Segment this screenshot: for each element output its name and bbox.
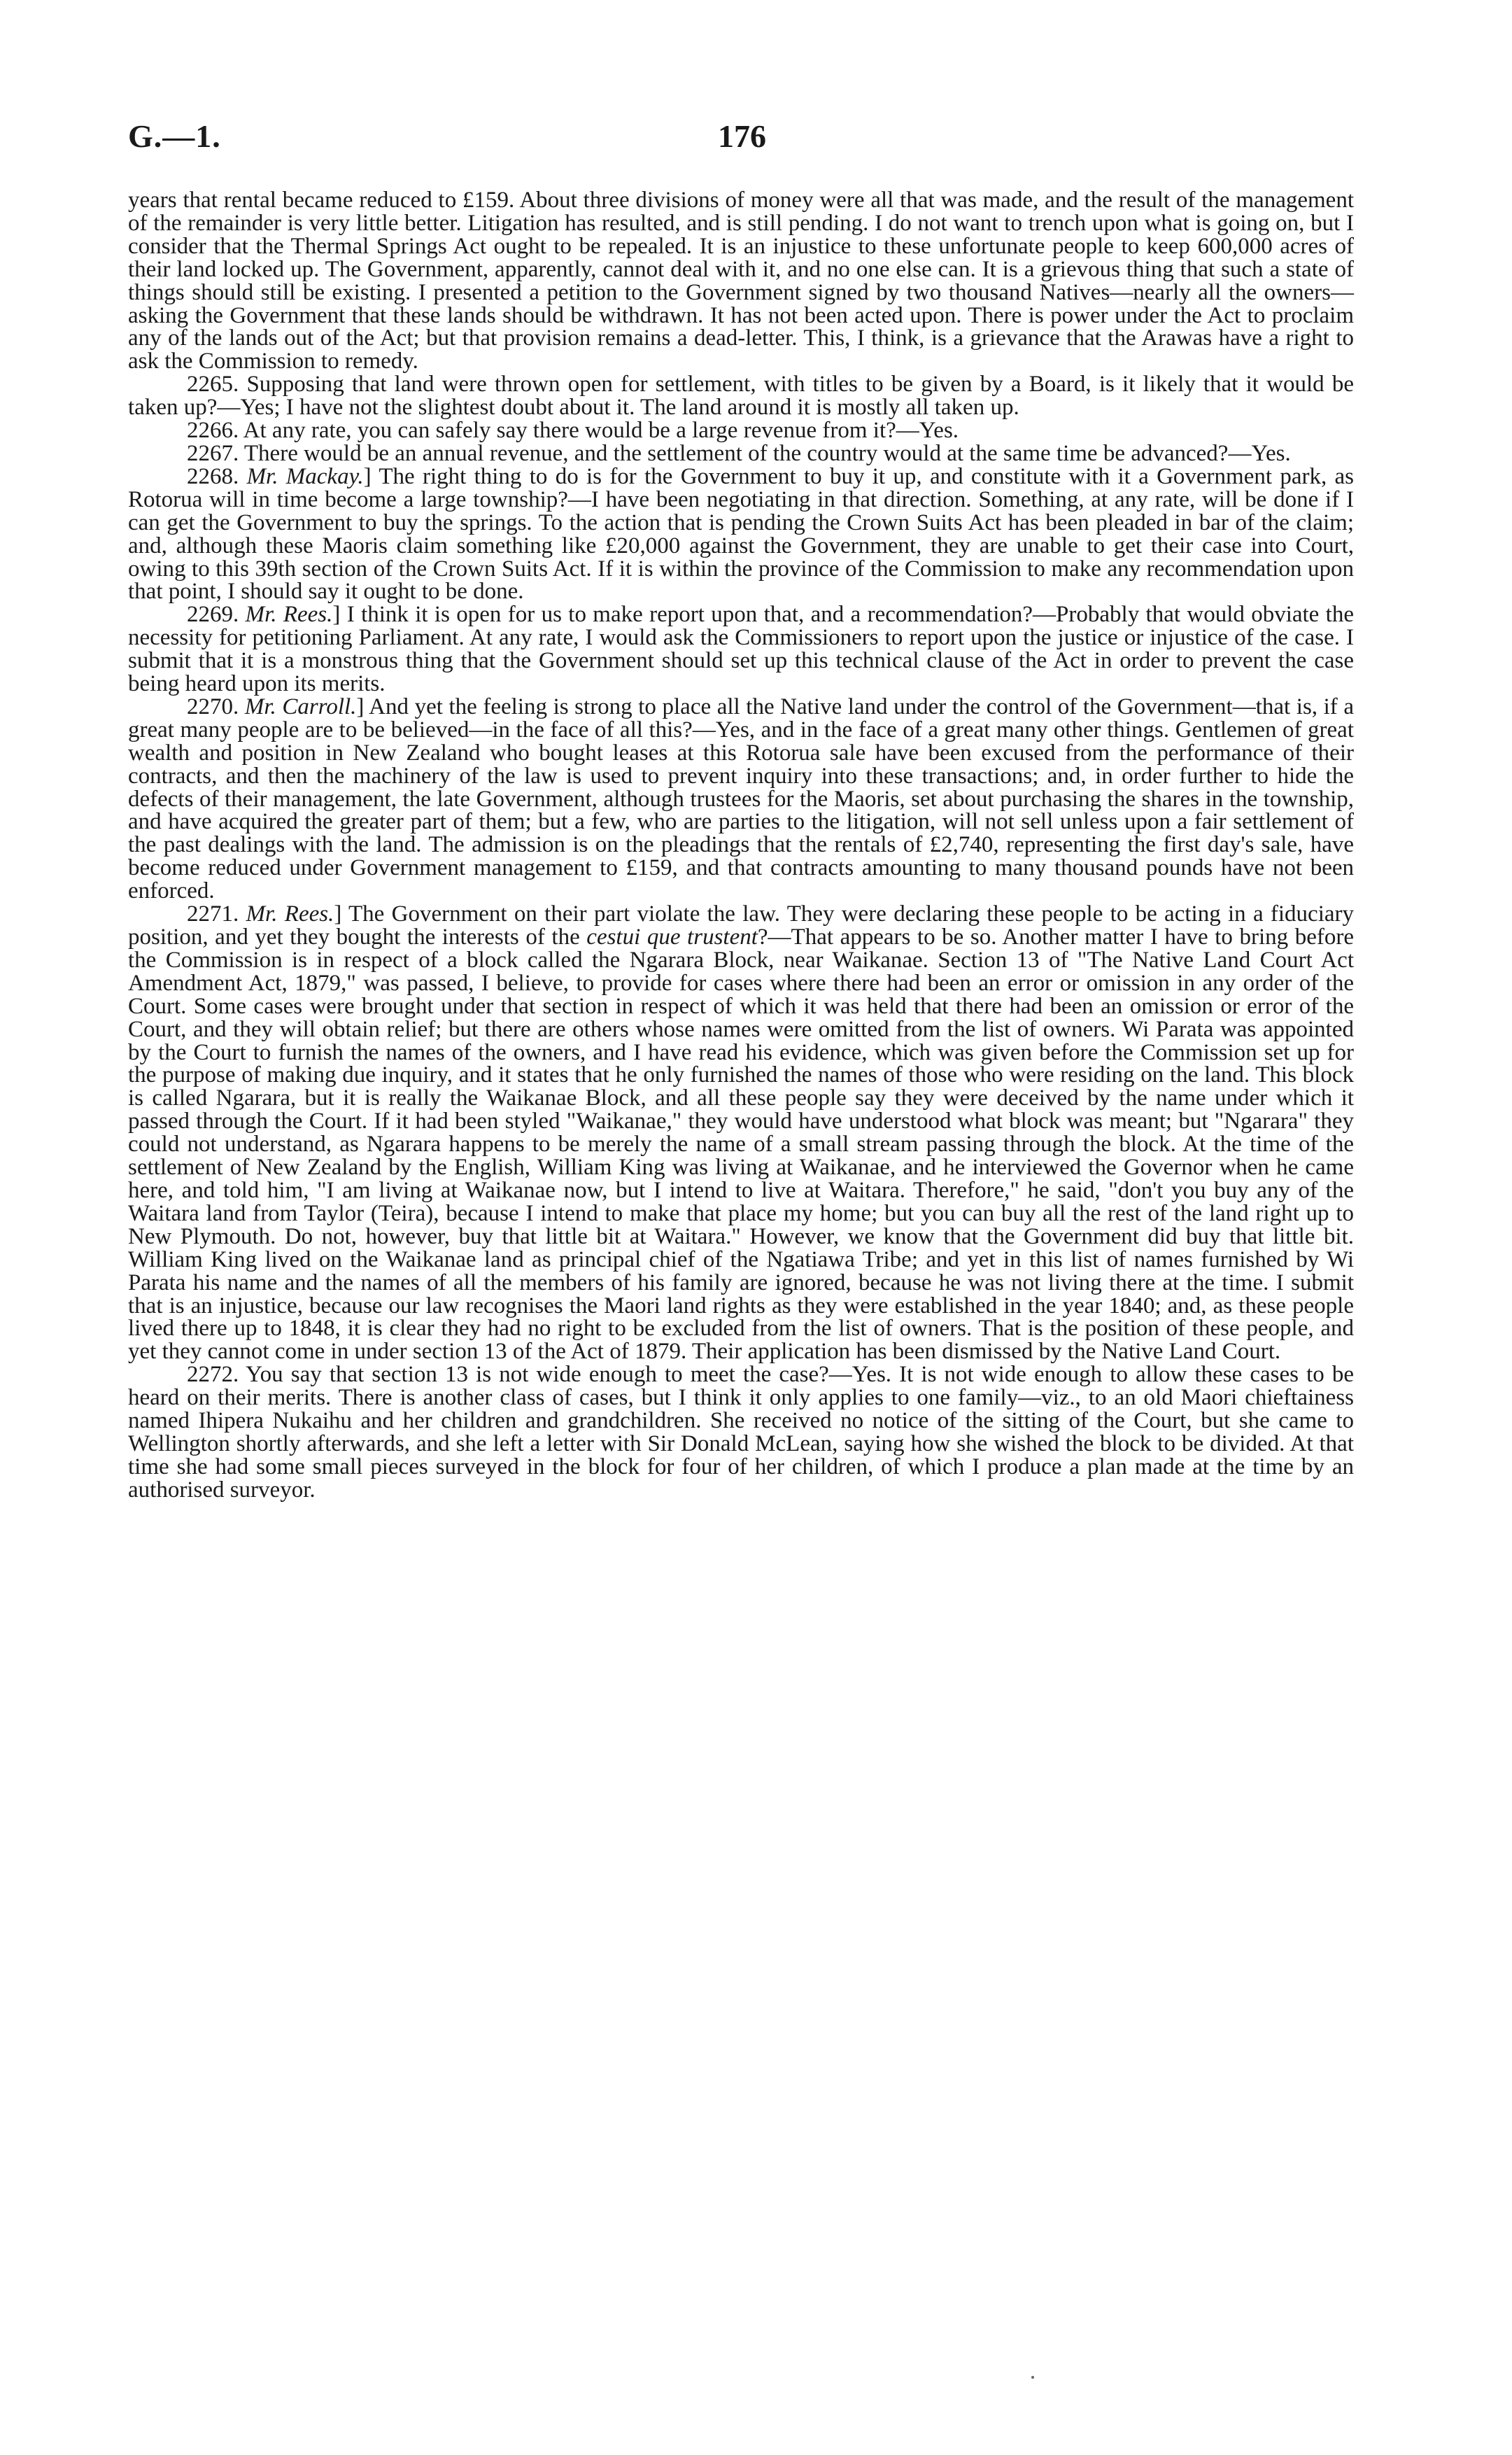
italic-text: cestui que trustent (586, 924, 758, 950)
paragraph-text: 2267. There would be an annual revenue, and the settlement of the country would at the same time be advanced?—Yes. (187, 440, 1291, 466)
page-header (128, 118, 1354, 167)
paragraph (128, 465, 1354, 603)
page-number: 176 (718, 118, 766, 154)
stray-ink-mark (1031, 2376, 1034, 2379)
paragraph (128, 442, 1354, 465)
italic-text: Mr. Rees. (245, 602, 333, 628)
body-text (128, 189, 1354, 1502)
paragraph (128, 419, 1354, 442)
italic-text: Mr. Carroll. (244, 694, 357, 719)
paragraph-text: ] I think it is open for us to make report upon that, and a recommendation?—Probably that would obviate the necessity for petitioning Parliament. At any rate, I would ask the Commissioners to report upon the justice or injustice of the case. I submit that it is a monstrous thing that the Government should set up this technical clause of the Act in order to prevent the case being heard upon its merits. (128, 602, 1354, 697)
paragraph-text: ?—That appears to be so. Another matter I have to bring before the Commission is in respect of a block called the Ngarara Block, near Waikanae. Section 13 of "The Native Land Court Act Amendment Act, 1879," was passed, I believe, to provide for cases where there had been an error or omission in any order of the Court. Some cases were brought under that section in respect of which it was held that there had been an omission or error of the Court, and they will obtain relief; but there are others whose names were omitted from the list of owners. Wi Parata was appointed by the Court to furnish the names of the owners, and I have read his evidence, which was given before the Commission set up for the purpose of making due inquiry, and it states that he only furnished the names of those who were residing on the land. This block is called Ngarara, but it is really the Waikanae Block, and all these people say they were deceived by the name under which it passed through the Court. If it had been styled "Waikanae," they would have understood what block was meant; but "Ngarara" they could not understand, as Ngarara happens to be merely the name of a small stream passing through the block. At the time of the settlement of New Zealand by the English, William King was living at Waikanae, and he interviewed the Governor when he came here, and told him, "I am living at Waikanae now, but I intend to live at Waitara. Therefore," he said, "don't you buy any of the Waitara land from Taylor (Teira), because I intend to make that place my home; but you can buy all the rest of the land right up to New Plymouth. Do not, however, buy that little bit at Waitara." However, we know that the Government did buy that little bit. William King lived on the Waikanae land as principal chief of the Ngatiawa Tribe; and yet in this list of names furnished by Wi Parata his name and the names of all the members of his family are ignored, because he was not living there at the time. I submit that is an injustice, because our law recognises the Maori land rights as they were established in the year 1840; and, as these people lived there up to 1848, it is clear they had no right to be excluded from the list of owners. That is the position of these people, and yet they cannot come in under section 13 of the Act of 1879. Their application has been dismissed by the Native Land Court. (128, 924, 1354, 1365)
paragraph-text: 2268. (187, 463, 247, 489)
italic-text: Mr. Mackay. (246, 463, 364, 489)
paragraph-text: 2272. You say that section 13 is not wide enough to meet the case?—Yes. It is not wide enough to allow these cases to be heard on their merits. There is another class of cases, but I think it only applies to one family—viz., to an old Maori chieftainess named Ihipera Nukaihu and her children and grandchildren. She received no notice of the sitting of the Court, but she came to Wellington shortly afterwards, and she left a letter with Sir Donald McLean, saying how she wished the block to be divided. At that time she had some small pieces surveyed in the block for four of her children, of which I produce a plan made at the time by an authorised surveyor. (128, 1362, 1354, 1503)
paragraph (128, 373, 1354, 419)
paragraph (128, 696, 1354, 903)
paragraph (128, 903, 1354, 1363)
italic-text: Mr. Rees. (246, 901, 334, 927)
paragraph (128, 603, 1354, 696)
paragraph-text: years that rental became reduced to £159. About three divisions of money were all that was made, and the result of the management of the remainder is very little better. Litigation has resulted, and is still pending. I do not want to trench upon what is going on, but I consider that the Thermal Springs Act ought to be repealed. It is an injustice to these unfortunate people to keep 600,000 acres of their land locked up. The Government, apparently, cannot deal with it, and no one else can. It is a grievous thing that such a state of things should still be existing. I presented a petition to the Government signed by two thousand Natives—nearly all the owners—asking the Government that these lands should be withdrawn. It has not been acted upon. There is power under the Act to proclaim any of the lands out of the Act; but that provision remains a dead-letter. This, I think, is a grievance that the Arawas have a right to ask the Commission to remedy. (128, 188, 1354, 374)
paragraph-text: ] The right thing to do is for the Government to buy it up, and constitute with it a Government park, as Rotorua will in time become a large township?—I have been negotiating in that direction. Something, at any rate, will be done if I can get the Government to buy the springs. To the action that is pending the Crown Suits Act has been pleaded in bar of the claim; and, although these Maoris claim something like £20,000 against the Government, they are unable to get their case into Court, owing to this 39th section of the Crown Suits Act. If it is within the province of the Commission to make any recommendation upon that point, I should say it ought to be done. (128, 463, 1354, 605)
paragraph-text: 2266. At any rate, you can safely say there would be a large revenue from it?—Yes. (187, 418, 959, 444)
paragraph-text: 2271. (187, 901, 246, 927)
paragraph-text: ] And yet the feeling is strong to place all the Native land under the control of the Government—that is, if a great many people are to be believed—in the face of all this?—Yes, and in the face of a great many other things. Gentlemen of great wealth and position in New Zealand who bought leases at this Rotorua sale have been excused from the performance of their contracts, and then the machinery of the law is used to prevent inquiry into these transactions; and, in order further to hide the defects of their management, the late Government, although trustees for the Maoris, set about purchasing the shares in the township, and have acquired the greater part of them; but a few, who are parties to the litigation, will not sell unless upon a fair settlement of the past dealings with the land. The admission is on the pleadings that the rentals of £2,740, representing the first day's sale, have become reduced under Government management to £159, and that contracts amounting to many thousand pounds have not been enforced. (128, 694, 1355, 904)
paragraph-text: 2269. (187, 602, 246, 628)
paragraph (128, 189, 1354, 373)
paragraph-text: 2265. Supposing that land were thrown open for settlement, with titles to be given by a Board, is it likely that it would be taken up?—Yes; I have not the slightest doubt about it. The land around it is mostly all taken up. (128, 372, 1354, 421)
document-reference: G.—1. (128, 118, 221, 154)
paragraph (128, 1363, 1354, 1501)
paragraph-text: 2270. (187, 694, 245, 719)
paragraph-text: ] The Government on their part violate the law. They were declaring these people to be acting in a fiduciary position, and yet they bought the interests of the (128, 901, 1355, 950)
